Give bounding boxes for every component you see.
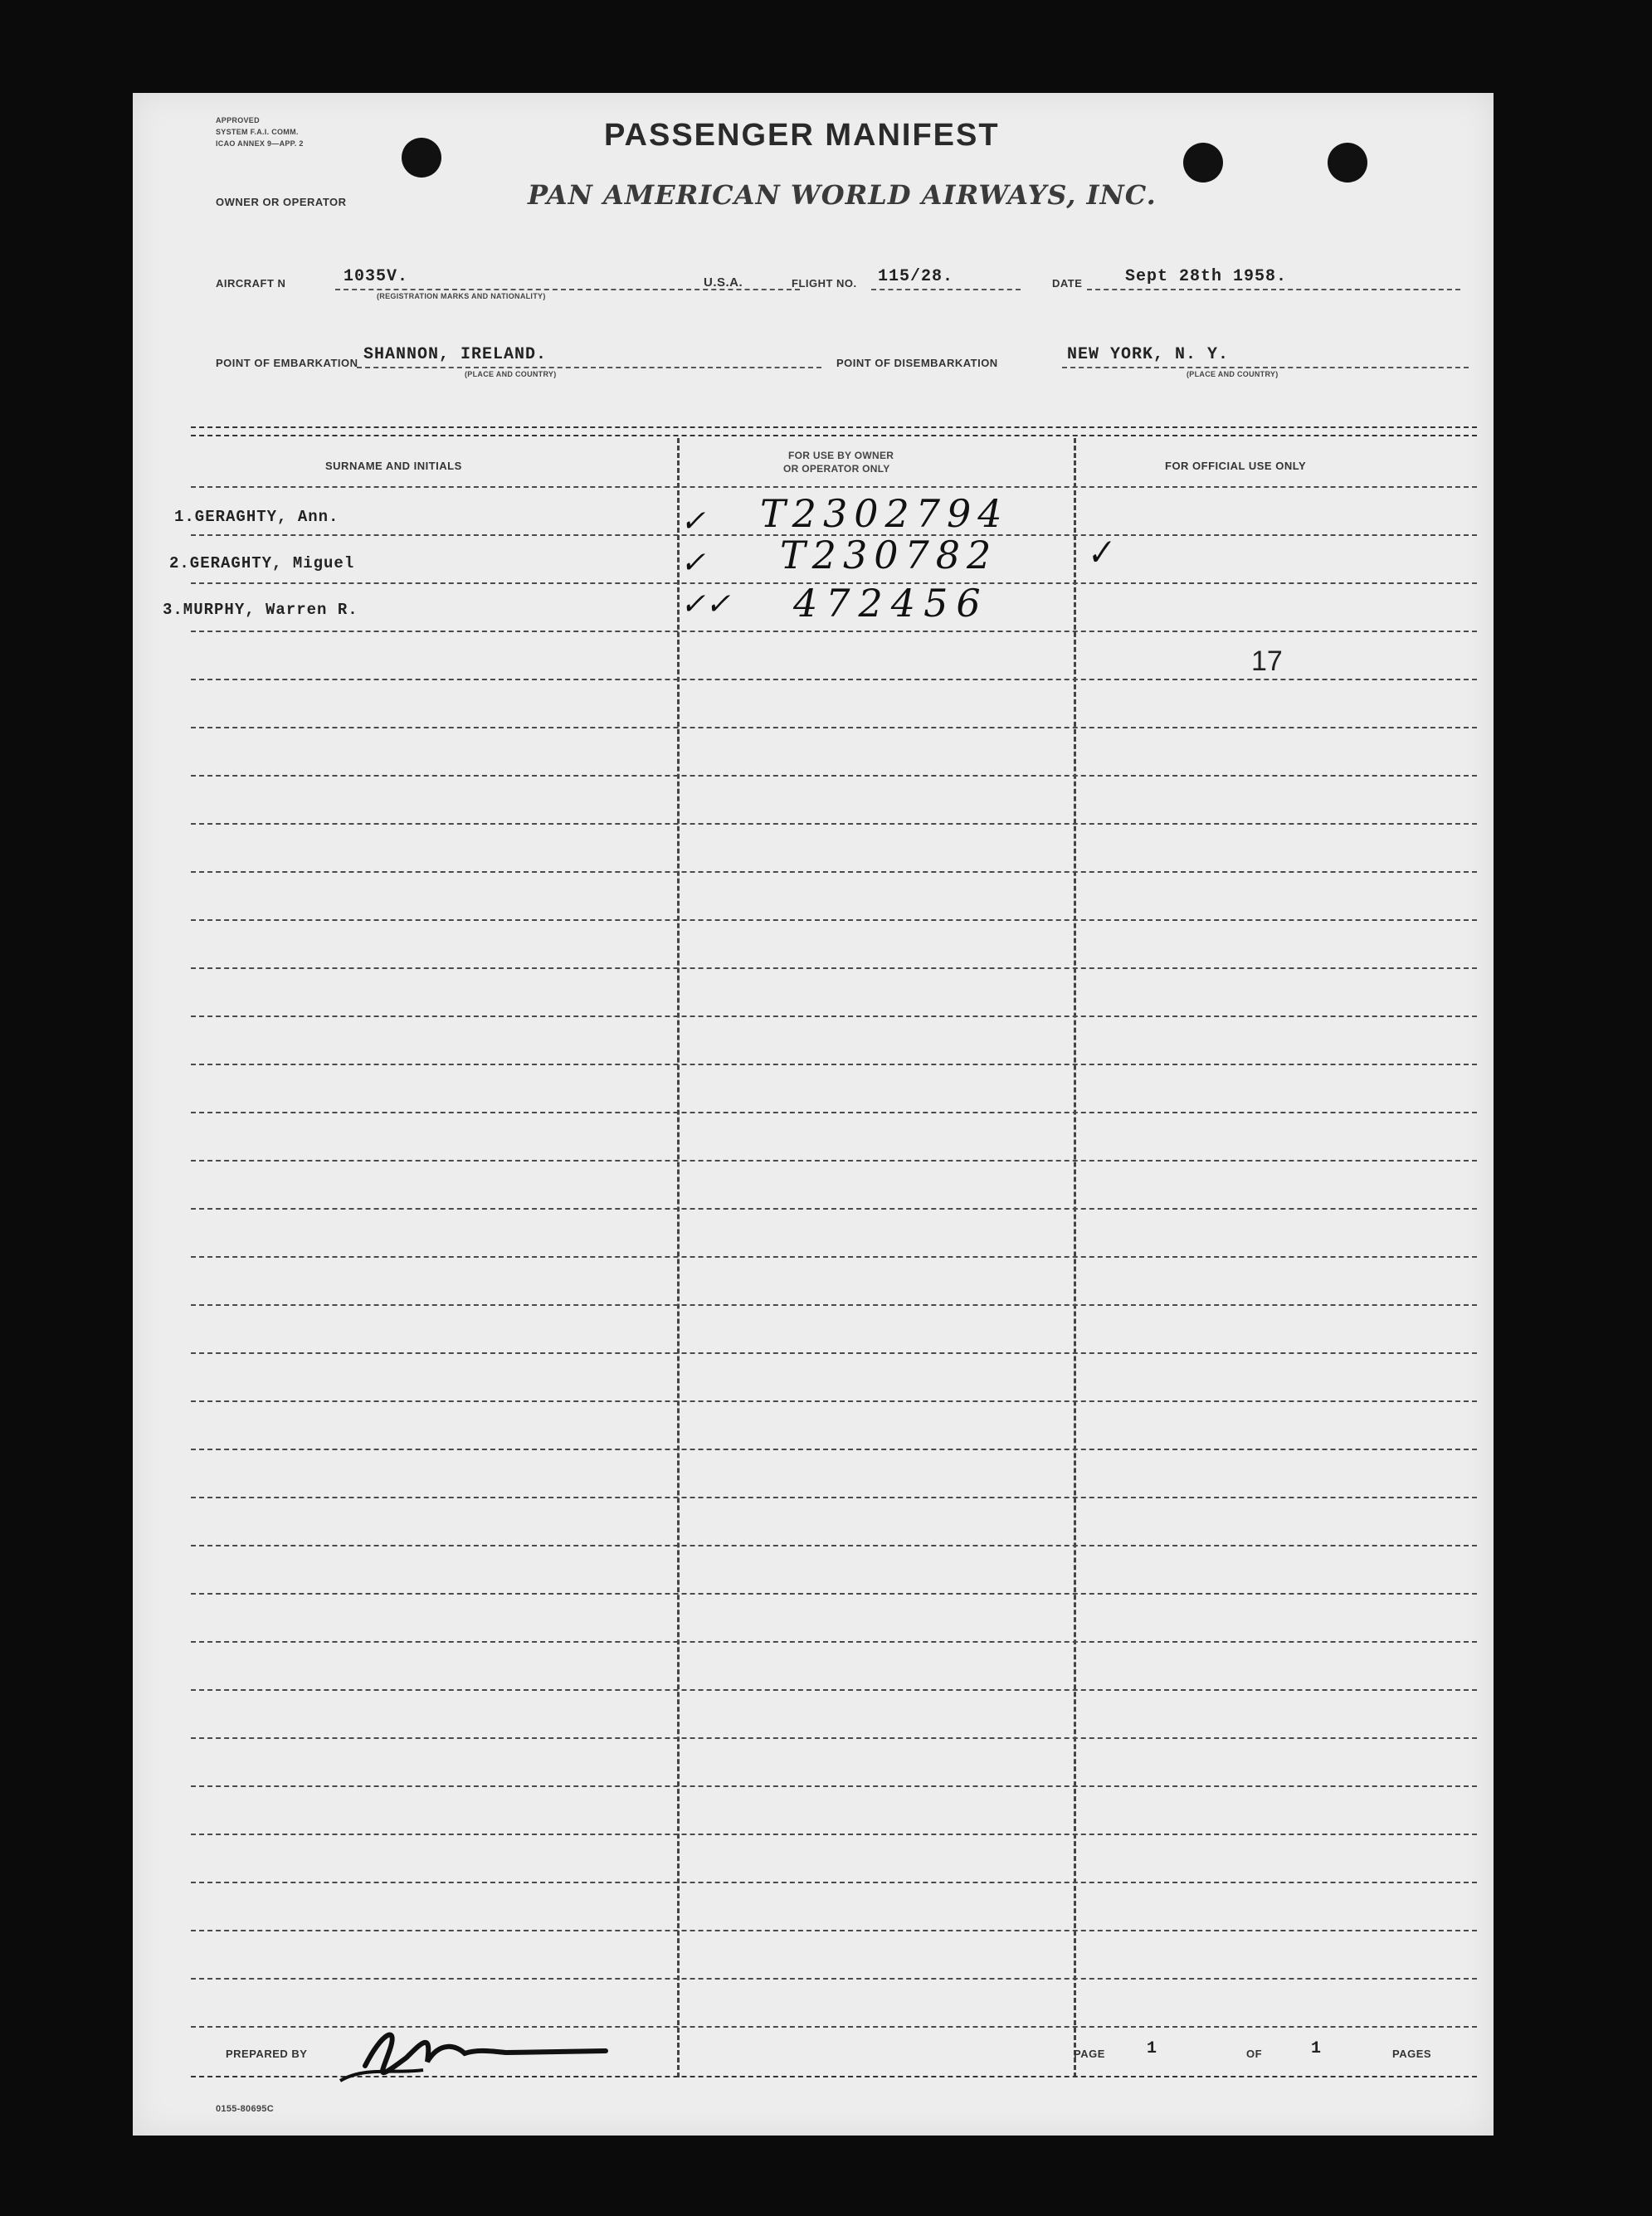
signature [332,2016,614,2095]
table-row-line [191,1930,1477,1931]
disembark-sublabel: (PLACE AND COUNTRY) [1187,370,1279,378]
aircraft-label: AIRCRAFT N [216,277,286,290]
country-label: U.S.A. [704,275,743,290]
disembark-value: NEW YORK, N. Y. [1067,345,1230,364]
checkmark-icon: ✓ [1082,532,1117,575]
table-row-line [191,1641,1477,1643]
table-row-line [191,1015,1477,1017]
table-row-line [191,1545,1477,1546]
table-row-line [191,1689,1477,1691]
date-value: Sept 28th 1958. [1125,267,1288,286]
operator-note: 472456 [793,581,989,626]
table-row-line [191,679,1477,680]
page-title: PASSENGER MANIFEST [604,118,1000,153]
approval-line-2: SYSTEM F.A.I. COMM. [216,128,299,136]
table-row-line [191,1785,1477,1787]
page-number: 1 [1147,2039,1158,2058]
column-divider [1074,438,1076,2077]
table-row-line [191,582,1477,584]
flight-value: 115/28. [878,267,954,286]
table-row-line [191,1737,1477,1739]
table-row-line [191,1064,1477,1065]
prepared-by-label: PREPARED BY [226,2048,308,2060]
table-row-line [191,727,1477,728]
owner-label: OWNER OR OPERATOR [216,196,347,208]
embark-value: SHANNON, IRELAND. [363,345,548,364]
approval-line-1: APPROVED [216,116,260,124]
page-label: PAGE [1074,2048,1105,2060]
header-operator-line2: OR OPERATOR ONLY [783,463,890,475]
table-row-line [191,534,1477,536]
header-official: FOR OFFICIAL USE ONLY [1165,460,1307,472]
table-row-line [191,1256,1477,1258]
manifest-sheet [133,93,1494,2136]
table-row-line [191,1834,1477,1835]
table-row-line [191,775,1477,777]
table-row-line [191,1160,1477,1162]
date-underline [1087,289,1460,290]
embark-underline [357,367,821,368]
punch-hole [402,138,441,178]
table-row-line [191,1112,1477,1113]
disembark-label: POINT OF DISEMBARKATION [836,357,998,369]
table-row-line [191,823,1477,825]
table-row-line [191,871,1477,873]
table-row-line [191,1497,1477,1498]
header-surname: SURNAME AND INITIALS [325,460,462,472]
table-row-line [191,1882,1477,1883]
operator-note: T230782 [780,533,998,577]
table-row-line [191,1449,1477,1450]
checkmark-icon: ✓ [680,504,706,538]
flight-underline [871,289,1021,290]
table-row-line [191,1352,1477,1354]
approval-line-3: ICAO ANNEX 9—APP. 2 [216,139,304,148]
passenger-name: 2.GERAGHTY, Miguel [169,554,355,572]
table-top-rule [191,426,1477,428]
header-operator-line1: FOR USE BY OWNER [788,450,894,461]
table-row-line [191,486,1477,488]
embark-label: POINT OF EMBARKATION [216,357,358,369]
punch-hole [1183,143,1223,183]
table-row-line [191,1208,1477,1210]
of-label: OF [1246,2048,1263,2060]
punch-hole [1328,143,1367,183]
aircraft-sublabel: (REGISTRATION MARKS AND NATIONALITY) [377,292,546,300]
table-row-line [191,1978,1477,1980]
passenger-name: 3.MURPHY, Warren R. [163,601,358,619]
table-row-line [191,1304,1477,1306]
page-total: 1 [1311,2039,1323,2058]
pages-label: PAGES [1392,2048,1432,2060]
owner-value: PAN AMERICAN WORLD AIRWAYS, INC. [528,179,1157,211]
aircraft-value: 1035V. [344,267,409,286]
checkmark-icon: ✓✓ [680,587,731,621]
passenger-name: 1.GERAGHTY, Ann. [174,508,339,526]
form-number: 0155-80695C [216,2104,274,2114]
official-note: 17 [1251,645,1283,677]
table-row-line [191,919,1477,921]
embark-sublabel: (PLACE AND COUNTRY) [465,370,557,378]
flight-label: FLIGHT NO. [792,277,857,290]
table-top-rule [191,435,1477,436]
column-divider [677,438,680,2077]
table-row-line [191,1593,1477,1595]
table-row-line [191,631,1477,632]
table-row-line [191,1400,1477,1402]
checkmark-icon: ✓ [680,546,706,580]
table-row-line [191,967,1477,969]
disembark-underline [1062,367,1469,368]
operator-note: T2302794 [760,491,1009,536]
date-label: DATE [1052,277,1083,290]
